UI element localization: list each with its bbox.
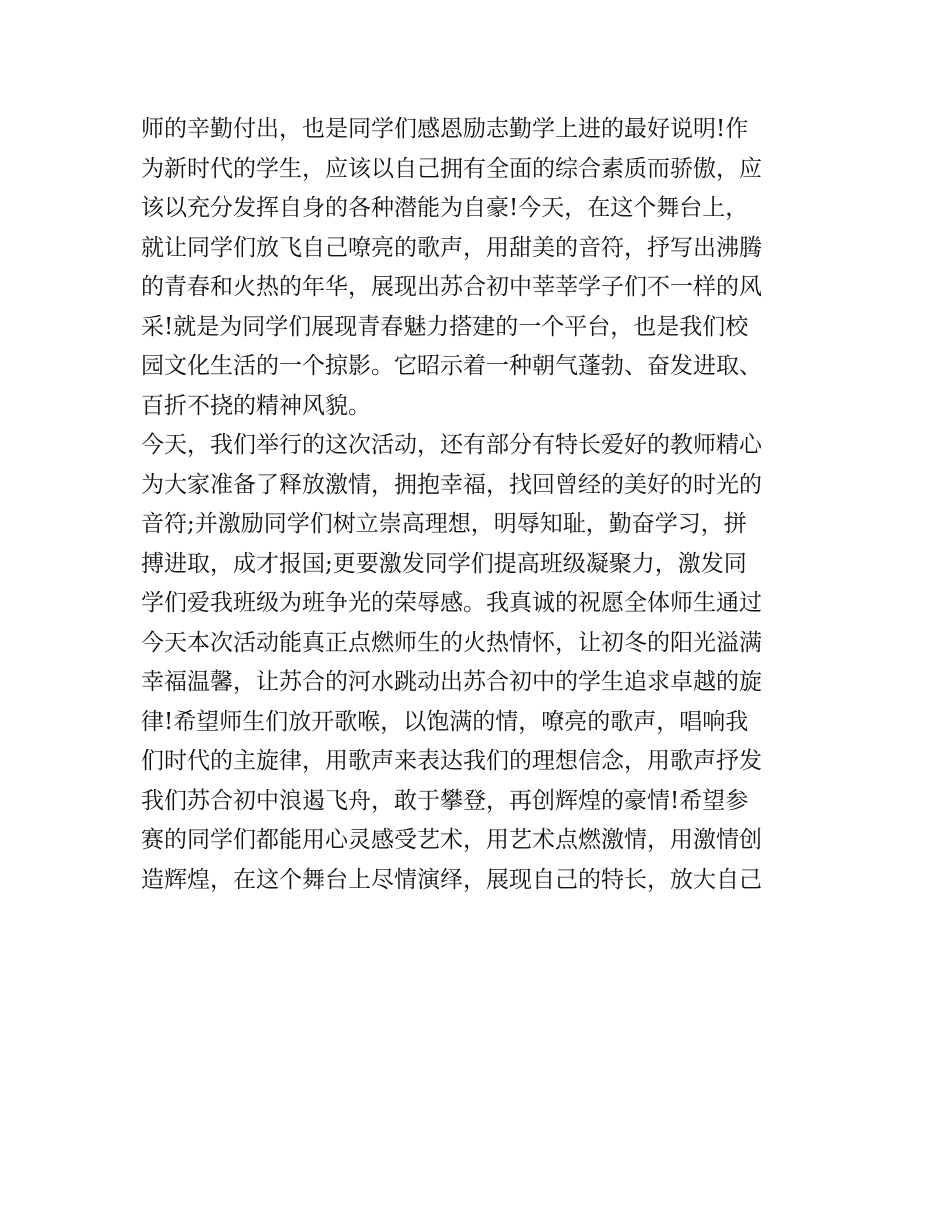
- text-line: 师的辛勤付出，也是同学们感恩励志勤学上进的最好说明!作: [141, 116, 749, 142]
- text-line: 造辉煌，在这个舞台上尽情演绎，展现自己的特长，放大自己: [141, 866, 762, 893]
- paragraph-1: [141, 110, 821, 426]
- text-line: 搏进取，成才报国;更要激发同学们提高班级凝聚力，激发同: [141, 550, 747, 577]
- text-line: 就让同学们放飞自己嘹亮的歌声，用甜美的音符，抒写出沸腾: [141, 234, 762, 261]
- text-line: 律!希望师生们放开歌喉，以饱满的情，嘹亮的歌声，唱响我: [141, 708, 749, 735]
- text-line: 音符;并激励同学们树立崇高理想，明辱知耻，勤奋学习，拼: [141, 511, 747, 537]
- text-line: 的青春和火热的年华，展现出苏合初中莘莘学子们不一样的风: [141, 274, 762, 300]
- text-line: 幸福温馨，让苏合的河水跳动出苏合初中的学生追求卓越的旋: [141, 669, 762, 695]
- text-line: 该以充分发挥自身的各种潜能为自豪!今天，在这个舞台上，: [141, 195, 749, 221]
- text-line: 采!就是为同学们展现青春魅力搭建的一个平台，也是我们校: [141, 313, 749, 340]
- text-line: 今天本次活动能真正点燃师生的火热情怀，让初冬的阳光溢满: [141, 629, 762, 656]
- document-body: [141, 110, 821, 900]
- text-line: 为新时代的学生，应该以自己拥有全面的综合素质而骄傲，应: [141, 155, 762, 182]
- text-line: 赛的同学们都能用心灵感受艺术，用艺术点燃激情，用激情创: [141, 827, 762, 853]
- text-line: 为大家准备了释放激情，拥抱幸福，找回曾经的美好的时光的: [141, 471, 762, 498]
- text-line: 园文化生活的一个掠影。它昭示着一种朝气蓬勃、奋发进取、: [141, 353, 762, 379]
- paragraph-2: [141, 426, 821, 900]
- text-line: 百折不挠的精神风貌。: [141, 392, 371, 419]
- text-line: 今天，我们举行的这次活动，还有部分有特长爱好的教师精心: [141, 432, 762, 458]
- text-line: 我们苏合初中浪遏飞舟，敢于攀登，再创辉煌的豪情!希望参: [141, 787, 749, 814]
- text-line: 学们爱我班级为班争光的荣辱感。我真诚的祝愿全体师生通过: [141, 590, 762, 616]
- text-line: 们时代的主旋律，用歌声来表达我们的理想信念，用歌声抒发: [141, 748, 762, 774]
